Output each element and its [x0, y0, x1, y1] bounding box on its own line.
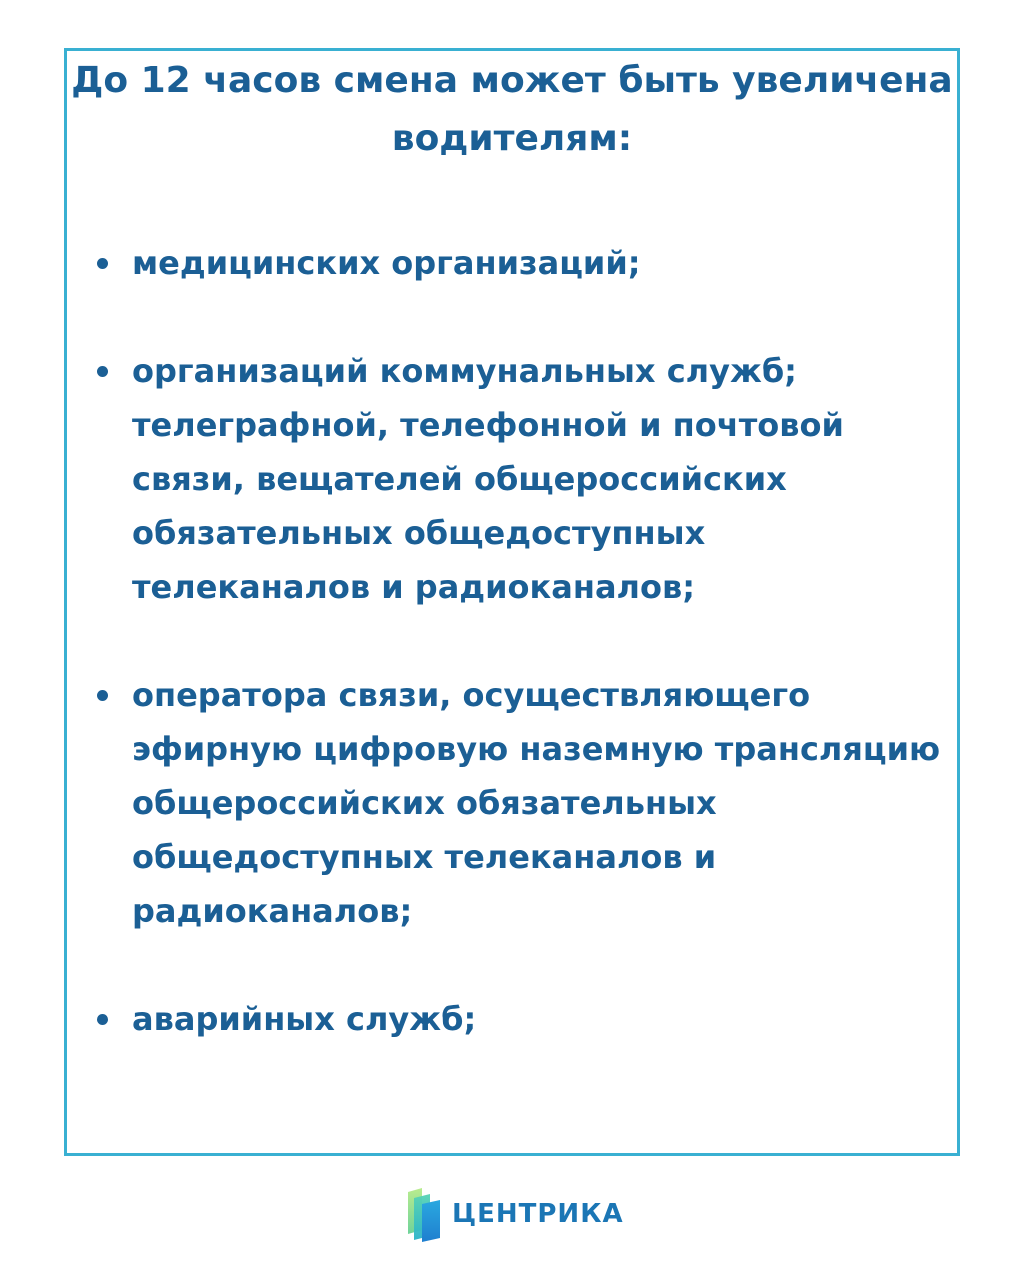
list-item: [96, 344, 942, 614]
list-item: [96, 236, 942, 290]
book-logo-icon: [404, 1186, 442, 1242]
bullet-dot-icon: [97, 258, 108, 269]
list-item-text: оператора связи, осуществляющего эфирную цифровую наземную трансляцию общероссийских обязательных общедоступных телеканалов и радиоканалов;: [132, 676, 941, 930]
list-item: [96, 668, 942, 938]
bullet-dot-icon: [97, 366, 108, 377]
brand-logo: [404, 1186, 624, 1242]
bullet-dot-icon: [97, 690, 108, 701]
slide-title: До 12 часов смена может быть увеличена водителям:: [71, 60, 953, 159]
list-item-text: аварийных служб;: [132, 1000, 477, 1038]
driver-categories-list: [96, 236, 942, 1046]
bullet-dot-icon: [97, 1014, 108, 1025]
list-item-text: организаций коммунальных служб; телеграфной, телефонной и почтовой связи, вещателей общероссийских обязательных общедоступных телеканалов и радиоканалов;: [132, 352, 844, 606]
brand-name: ЦЕНТРИКА: [452, 1199, 624, 1229]
list-item-text: медицинских организаций;: [132, 244, 641, 282]
list-item: [96, 992, 942, 1046]
